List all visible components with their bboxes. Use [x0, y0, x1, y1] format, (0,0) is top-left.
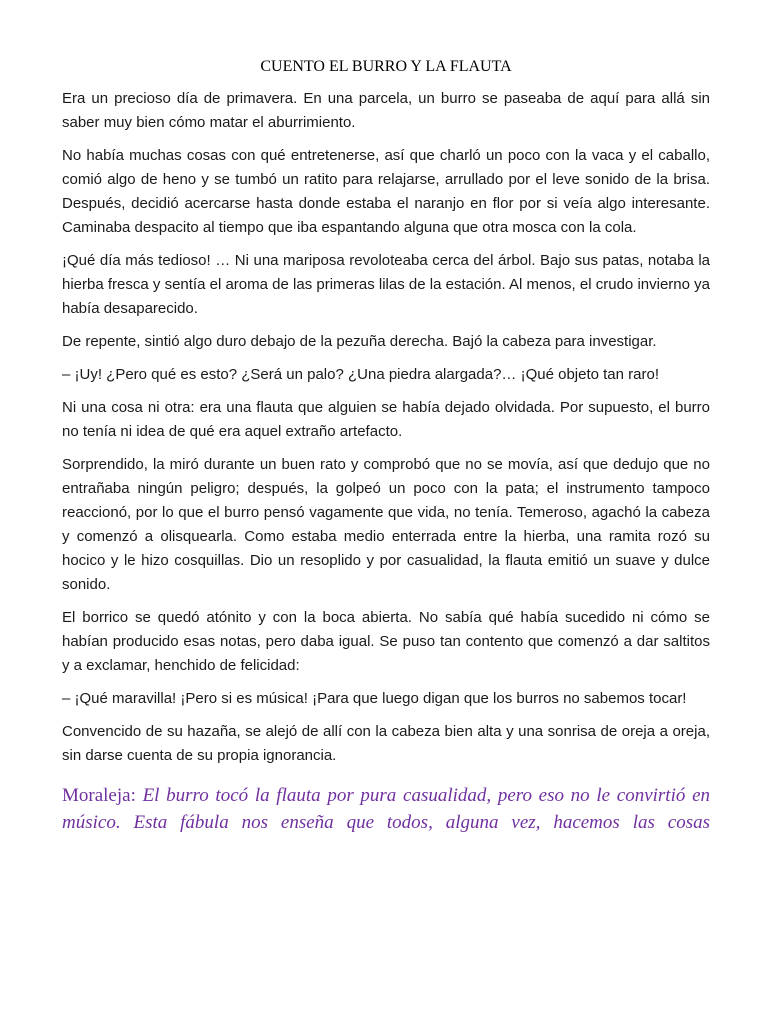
paragraph-flute: Ni una cosa ni otra: era una flauta que alguien se había dejado olvidada. Por supuesto, el burro no tenía ni idea de qué era aquel extraño artefacto.: [62, 399, 710, 440]
story-title: CUENTO EL BURRO Y LA FLAUTA: [260, 58, 512, 75]
moral-text: El burro tocó la flauta por pura casualidad, pero eso no le convirtió en músico. Esta fábula nos enseña que todos, alguna vez, hacemos las cosas: [62, 785, 710, 833]
paragraph-intro: Era un precioso día de primavera. En una parcela, un burro se paseaba de aquí para allá sin saber muy bien cómo matar el aburrimiento.: [62, 90, 710, 131]
paragraph-discovery: De repente, sintió algo duro debajo de la pezuña derecha. Bajó la cabeza para investigar.: [62, 333, 657, 350]
paragraph-dialogue-1: – ¡Uy! ¿Pero qué es esto? ¿Será un palo? ¿Una piedra alargada?… ¡Qué objeto tan raro!: [62, 366, 660, 383]
paragraph-boredom: ¡Qué día más tedioso! … Ni una mariposa revoloteaba cerca del árbol. Bajo sus patas, notaba la hierba fresca y sentía el aroma de las primeras lilas de la estación. Al menos, el crudo invierno ya había desaparecido.: [62, 252, 710, 317]
paragraph-sound: Sorprendido, la miró durante un buen rato y comprobó que no se movía, así que dedujo que no entrañaba ningún peligro; después, la golpeó un poco con la pata; el instrumento tampoco reaccionó, por lo que el burro pensó vagamente que vida, no tenía. Temeroso, agachó la cabeza y comenzó a olisquearla. Como estaba medio enterrada entre la hierba, una ramita rozó su hocico y le hizo cosquillas. Dio un resoplido y por casualidad, la flauta emitió un suave y dulce sonido.: [62, 456, 710, 593]
paragraph-ending: Convencido de su hazaña, se alejó de allí con la cabeza bien alta y una sonrisa de oreja a oreja, sin darse cuenta de su propia ignorancia.: [62, 723, 710, 764]
paragraph-dialogue-2: – ¡Qué maravilla! ¡Pero si es música! ¡Para que luego digan que los burros no sabemos tocar!: [62, 690, 687, 707]
paragraph-activities: No había muchas cosas con qué entretenerse, así que charló un poco con la vaca y el caballo, comió algo de heno y se tumbó un ratito para relajarse, arrullado por el leve sonido de la brisa. Después, decidió acercarse hasta donde estaba el naranjo en flor por si veía algo interesante. Caminaba despacito al tiempo que iba espantando alguna que otra mosca con la cola.: [62, 147, 710, 236]
paragraph-astonished: El borrico se quedó atónito y con la boca abierta. No sabía qué había sucedido ni cómo se habían producido esas notas, pero daba igual. Se puso tan contento que comenzó a dar saltitos y a exclamar, henchido de felicidad:: [62, 609, 710, 674]
moral-label: Moraleja:: [62, 785, 136, 806]
moral-block: [62, 782, 710, 836]
